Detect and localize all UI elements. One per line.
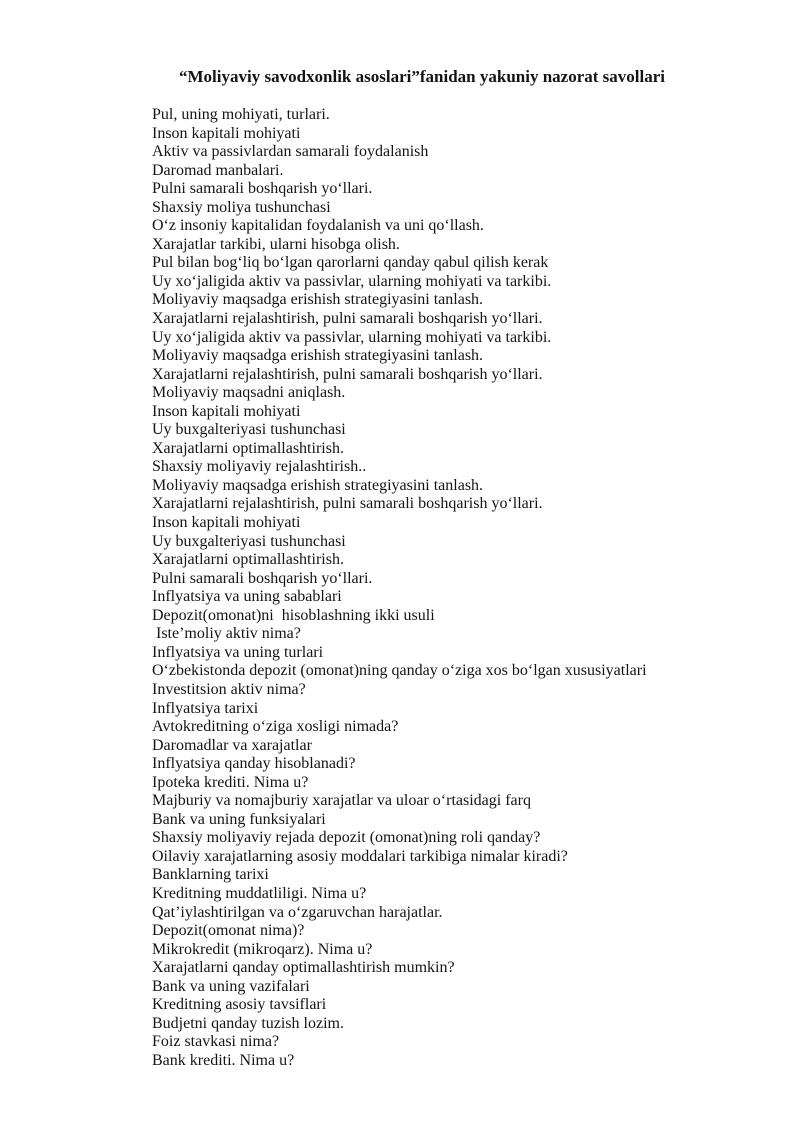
question-list [152,106,772,1070]
question-line: Bank krediti. Nima u? [152,1051,295,1069]
question-line: Daromadlar va xarajatlar [152,736,312,754]
question-line: Inflyatsiya va uning sabablari [152,588,342,606]
question-line: O‘zbekistonda depozit (omonat)ning qanday o‘ziga xos bo‘lgan xususiyatlari [152,662,647,680]
question-line: Depozit(omonat)ni hisoblashning ikki usuli [152,606,435,624]
question-line: Uy xo‘jaligida aktiv va passivlar, ularning mohiyati va tarkibi. [152,328,552,346]
question-line: Xarajatlarni rejalashtirish, pulni samarali boshqarish yo‘llari. [152,310,543,328]
question-line: Pulni samarali boshqarish yo‘llari. [152,569,373,587]
question-line: Xarajatlarni rejalashtirish, pulni samarali boshqarish yo‘llari. [152,495,543,513]
question-line: Foiz stavkasi nima? [152,1033,280,1051]
question-line: Depozit(omonat nima)? [152,922,305,940]
question-line: Kreditning muddatliligi. Nima u? [152,884,367,902]
question-line: Xarajatlar tarkibi, ularni hisobga olish. [152,235,400,253]
question-line: Ipoteka krediti. Nima u? [152,773,309,791]
question-line: O‘z insoniy kapitalidan foydalanish va uni qo‘llash. [152,217,484,235]
question-line: Banklarning tarixi [152,866,269,884]
question-line: Inflyatsiya va uning turlari [152,643,324,661]
question-line: Shaxsiy moliyaviy rejada depozit (omonat)ning roli qanday? [152,829,541,847]
question-line: Kreditning asosiy tavsiflari [152,996,327,1014]
question-line: Moliyaviy maqsadni aniqlash. [152,384,346,402]
question-line: Majburiy va nomajburiy xarajatlar va uloar o‘rtasidagi farq [152,792,531,810]
question-line: Avtokreditning o‘ziga xosligi nimada? [152,718,399,736]
question-line: Xarajatlarni rejalashtirish, pulni samarali boshqarish yo‘llari. [152,365,543,383]
question-line: Aktiv va passivlardan samarali foydalanish [152,143,429,161]
question-line: Uy xo‘jaligida aktiv va passivlar, ularning mohiyati va tarkibi. [152,272,552,290]
question-line: Inflyatsiya qanday hisoblanadi? [152,755,356,773]
question-line: Pulni samarali boshqarish yo‘llari. [152,180,373,198]
question-line: Oilaviy xarajatlarning asosiy moddalari tarkibiga nimalar kiradi? [152,847,568,865]
question-line: Moliyaviy maqsadga erishish strategiyasini tanlash. [152,476,484,494]
question-line: Moliyaviy maqsadga erishish strategiyasini tanlash. [152,291,484,309]
question-line: Investitsion aktiv nima? [152,680,306,698]
question-line: Mikrokredit (mikroqarz). Nima u? [152,940,373,958]
question-line: Uy buxgalteriyasi tushunchasi [152,532,346,550]
question-line: Shaxsiy moliya tushunchasi [152,198,331,216]
question-line: Iste’moliy aktiv nima? [152,625,301,643]
question-line: Xarajatlarni qanday optimallashtirish mumkin? [152,959,455,977]
question-line: Pul bilan bog‘liq bo‘lgan qarorlarni qanday qabul qilish kerak [152,254,549,272]
question-line: Xarajatlarni optimallashtirish. [152,439,344,457]
question-line: Shaxsiy moliyaviy rejalashtirish.. [152,458,367,476]
question-line: Inflyatsiya tarixi [152,699,259,717]
question-line: Inson kapitali mohiyati [152,514,301,532]
question-line: Budjetni qanday tuzish lozim. [152,1014,344,1032]
question-line: Xarajatlarni optimallashtirish. [152,551,344,569]
question-line: Moliyaviy maqsadga erishish strategiyasini tanlash. [152,347,484,365]
question-line: Inson kapitali mohiyati [152,402,301,420]
question-line: Inson kapitali mohiyati [152,124,301,142]
question-line: Bank va uning funksiyalari [152,810,326,828]
question-line: Daromad manbalari. [152,161,284,179]
question-line: Qat’iylashtirilgan va o‘zgaruvchan harajatlar. [152,903,443,921]
question-line: Bank va uning vazifalari [152,977,310,995]
document-title: “Moliyaviy savodxonlik asoslari”fanidan yakuniy nazorat savollari [179,67,665,86]
question-line: Pul, uning mohiyati, turlari. [152,106,330,123]
question-line: Uy buxgalteriyasi tushunchasi [152,421,346,439]
